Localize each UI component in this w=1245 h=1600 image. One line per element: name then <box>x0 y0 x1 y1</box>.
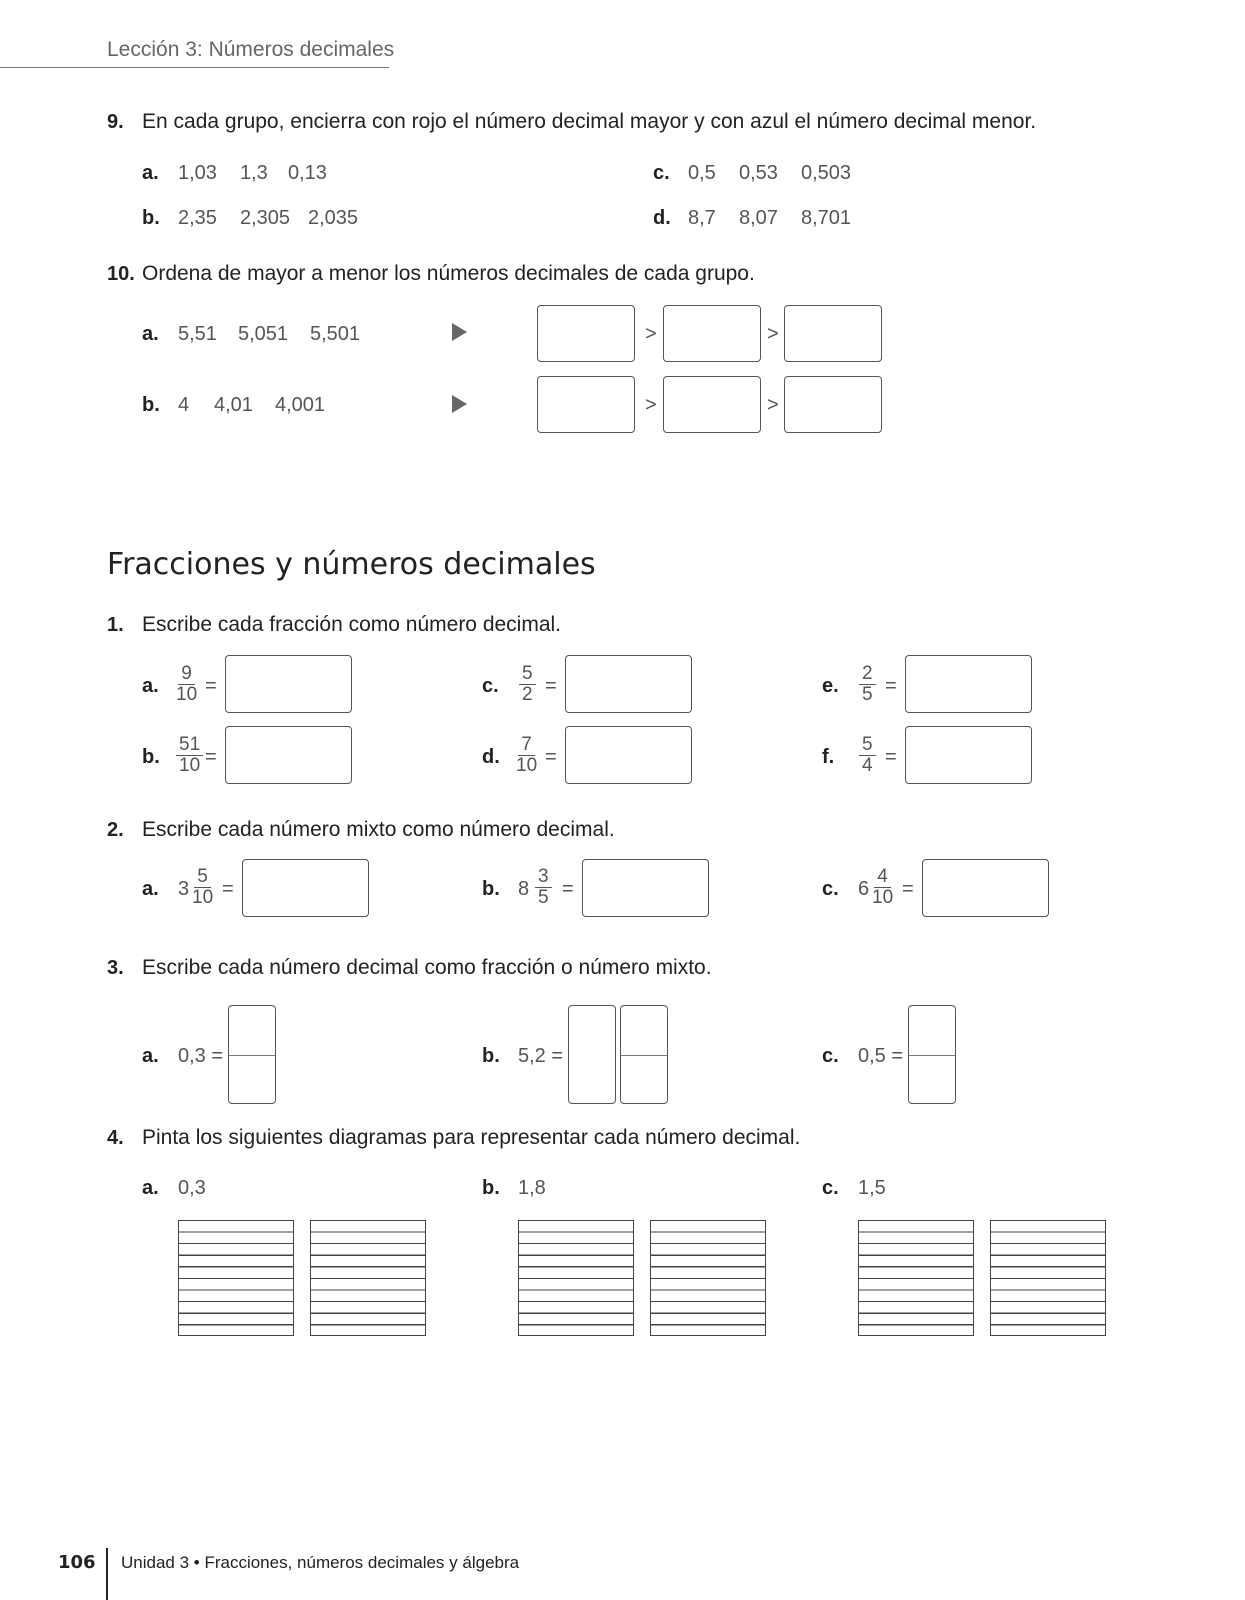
s4-b-diagram-1[interactable] <box>518 1220 634 1336</box>
s4-item-a-label: a. <box>142 1177 159 1199</box>
s2-item-b-label: b. <box>482 878 500 900</box>
numerator: 5 <box>519 664 536 685</box>
s3-c-value: 0,5 = <box>858 1045 904 1067</box>
q9-a-value-3: 0,13 <box>288 162 327 184</box>
denominator: 4 <box>862 755 873 776</box>
s2-number: 2. <box>107 819 124 841</box>
q10-b-value-2: 4,01 <box>214 394 253 416</box>
numerator: 2 <box>859 664 876 685</box>
play-arrow-icon <box>452 395 467 413</box>
q10-item-b-label: b. <box>142 394 160 416</box>
s1-e-fraction <box>859 664 876 705</box>
denominator: 10 <box>872 887 894 908</box>
equals-sign: = <box>885 746 897 768</box>
q9-item-a-label: a. <box>142 162 159 184</box>
section-title: Fracciones y números decimales <box>107 547 596 582</box>
s1-number: 1. <box>107 614 124 636</box>
q10-a-answer-3[interactable] <box>784 305 882 362</box>
fraction-bar <box>621 1055 667 1056</box>
s1-item-e-label: e. <box>822 675 839 697</box>
q9-b-value-1: 2,35 <box>178 207 217 229</box>
s1-text: Escribe cada fracción como número decimal. <box>142 613 562 636</box>
denominator: 10 <box>192 887 214 908</box>
s3-item-a-label: a. <box>142 1045 159 1067</box>
s1-item-f-label: f. <box>822 746 835 768</box>
s3-a-value: 0,3 = <box>178 1045 224 1067</box>
q10-a-value-3: 5,501 <box>310 323 361 345</box>
numerator: 3 <box>535 867 552 888</box>
equals-sign: = <box>205 746 217 768</box>
s1-a-answer-box[interactable] <box>225 655 352 713</box>
page-number: 106 <box>58 1552 96 1573</box>
denominator: 10 <box>179 755 201 776</box>
s1-d-answer-box[interactable] <box>565 726 692 784</box>
s1-e-answer-box[interactable] <box>905 655 1032 713</box>
q10-a-value-2: 5,051 <box>238 323 289 345</box>
s3-b-fraction-box[interactable] <box>620 1005 668 1104</box>
s2-a-answer-box[interactable] <box>242 859 369 917</box>
equals-sign: = <box>902 878 914 900</box>
s4-number: 4. <box>107 1127 124 1149</box>
q9-a-value-2: 1,3 <box>240 162 268 184</box>
q10-b-answer-3[interactable] <box>784 376 882 433</box>
s2-item-a-label: a. <box>142 878 159 900</box>
q10-b-answer-2[interactable] <box>663 376 761 433</box>
greater-than-sign: > <box>767 323 779 345</box>
s4-c-value: 1,5 <box>858 1177 886 1199</box>
s2-b-answer-box[interactable] <box>582 859 709 917</box>
denominator: 2 <box>522 684 533 705</box>
equals-sign: = <box>545 746 557 768</box>
numerator: 7 <box>518 735 535 756</box>
equals-sign: = <box>562 878 574 900</box>
q10-a-value-1: 5,51 <box>178 323 217 345</box>
s4-a-diagram-1[interactable] <box>178 1220 294 1336</box>
s3-item-c-label: c. <box>822 1045 839 1067</box>
s4-item-b-label: b. <box>482 1177 500 1199</box>
s3-number: 3. <box>107 957 124 979</box>
fraction-bar <box>229 1055 275 1056</box>
s2-b-fraction <box>535 867 552 908</box>
s3-text: Escribe cada número decimal como fracción o número mixto. <box>142 956 712 979</box>
denominator: 10 <box>176 684 198 705</box>
numerator: 5 <box>859 735 876 756</box>
q9-text: En cada grupo, encierra con rojo el número decimal mayor y con azul el número decimal menor. <box>142 110 1037 133</box>
denominator: 10 <box>516 755 538 776</box>
s1-item-d-label: d. <box>482 746 500 768</box>
s4-a-diagram-2[interactable] <box>310 1220 426 1336</box>
q10-b-value-1: 4 <box>178 394 190 416</box>
s1-item-b-label: b. <box>142 746 160 768</box>
s3-b-whole-box[interactable] <box>568 1005 616 1104</box>
header-rule <box>0 67 389 68</box>
q9-number: 9. <box>107 111 124 133</box>
s2-b-whole: 8 <box>518 878 530 900</box>
s4-a-value: 0,3 <box>178 1177 206 1199</box>
numerator: 51 <box>176 735 203 756</box>
s1-item-a-label: a. <box>142 675 159 697</box>
lesson-title: Lección 3: Números decimales <box>107 38 395 61</box>
s2-item-c-label: c. <box>822 878 839 900</box>
s2-c-fraction <box>872 867 893 908</box>
q9-item-c-label: c. <box>653 162 670 184</box>
q9-b-value-2: 2,305 <box>240 207 291 229</box>
q9-item-d-label: d. <box>653 207 671 229</box>
greater-than-sign: > <box>645 394 657 416</box>
s4-item-c-label: c. <box>822 1177 839 1199</box>
q9-c-value-1: 0,5 <box>688 162 716 184</box>
footer-unit-title: Unidad 3 • Fracciones, números decimales y álgebra <box>121 1553 520 1572</box>
s1-f-fraction <box>859 735 876 776</box>
greater-than-sign: > <box>767 394 779 416</box>
s2-a-whole: 3 <box>178 878 190 900</box>
s3-a-fraction-box[interactable] <box>228 1005 276 1104</box>
s4-b-value: 1,8 <box>518 1177 546 1199</box>
numerator: 5 <box>194 867 211 888</box>
s1-c-fraction <box>519 664 536 705</box>
q10-item-a-label: a. <box>142 323 159 345</box>
s4-b-diagram-2[interactable] <box>650 1220 766 1336</box>
fraction-bar <box>909 1055 955 1056</box>
denominator: 5 <box>538 887 549 908</box>
equals-sign: = <box>222 878 234 900</box>
s1-f-answer-box[interactable] <box>905 726 1032 784</box>
s2-text: Escribe cada número mixto como número decimal. <box>142 818 615 841</box>
greater-than-sign: > <box>645 323 657 345</box>
s3-item-b-label: b. <box>482 1045 500 1067</box>
q10-a-answer-2[interactable] <box>663 305 761 362</box>
numerator: 9 <box>178 664 195 685</box>
denominator: 5 <box>862 684 873 705</box>
s1-item-c-label: c. <box>482 675 499 697</box>
s3-c-fraction-box[interactable] <box>908 1005 956 1104</box>
q9-item-b-label: b. <box>142 207 160 229</box>
q10-text: Ordena de mayor a menor los números decimales de cada grupo. <box>142 262 755 285</box>
s1-c-answer-box[interactable] <box>565 655 692 713</box>
s1-d-fraction <box>516 735 537 776</box>
s2-c-answer-box[interactable] <box>922 859 1049 917</box>
s4-text: Pinta los siguientes diagramas para representar cada número decimal. <box>142 1126 801 1149</box>
numerator: 4 <box>874 867 891 888</box>
s2-a-fraction <box>192 867 213 908</box>
s4-c-diagram-2[interactable] <box>990 1220 1106 1336</box>
s3-b-value: 5,2 = <box>518 1045 564 1067</box>
q10-b-value-3: 4,001 <box>275 394 326 416</box>
s1-a-fraction <box>176 664 197 705</box>
q9-c-value-2: 0,53 <box>739 162 778 184</box>
footer-divider <box>106 1548 108 1600</box>
q10-number: 10. <box>107 263 135 285</box>
s4-c-diagram-1[interactable] <box>858 1220 974 1336</box>
q9-d-value-2: 8,07 <box>739 207 778 229</box>
s1-b-answer-box[interactable] <box>225 726 352 784</box>
s2-c-whole: 6 <box>858 878 870 900</box>
s1-b-fraction <box>176 735 203 776</box>
equals-sign: = <box>205 675 217 697</box>
equals-sign: = <box>885 675 897 697</box>
play-arrow-icon <box>452 323 467 341</box>
equals-sign: = <box>545 675 557 697</box>
q10-a-answer-1[interactable] <box>537 305 635 362</box>
q9-d-value-3: 8,701 <box>801 207 852 229</box>
q10-b-answer-1[interactable] <box>537 376 635 433</box>
q9-a-value-1: 1,03 <box>178 162 217 184</box>
q9-c-value-3: 0,503 <box>801 162 852 184</box>
q9-b-value-3: 2,035 <box>308 207 359 229</box>
q9-d-value-1: 8,7 <box>688 207 716 229</box>
